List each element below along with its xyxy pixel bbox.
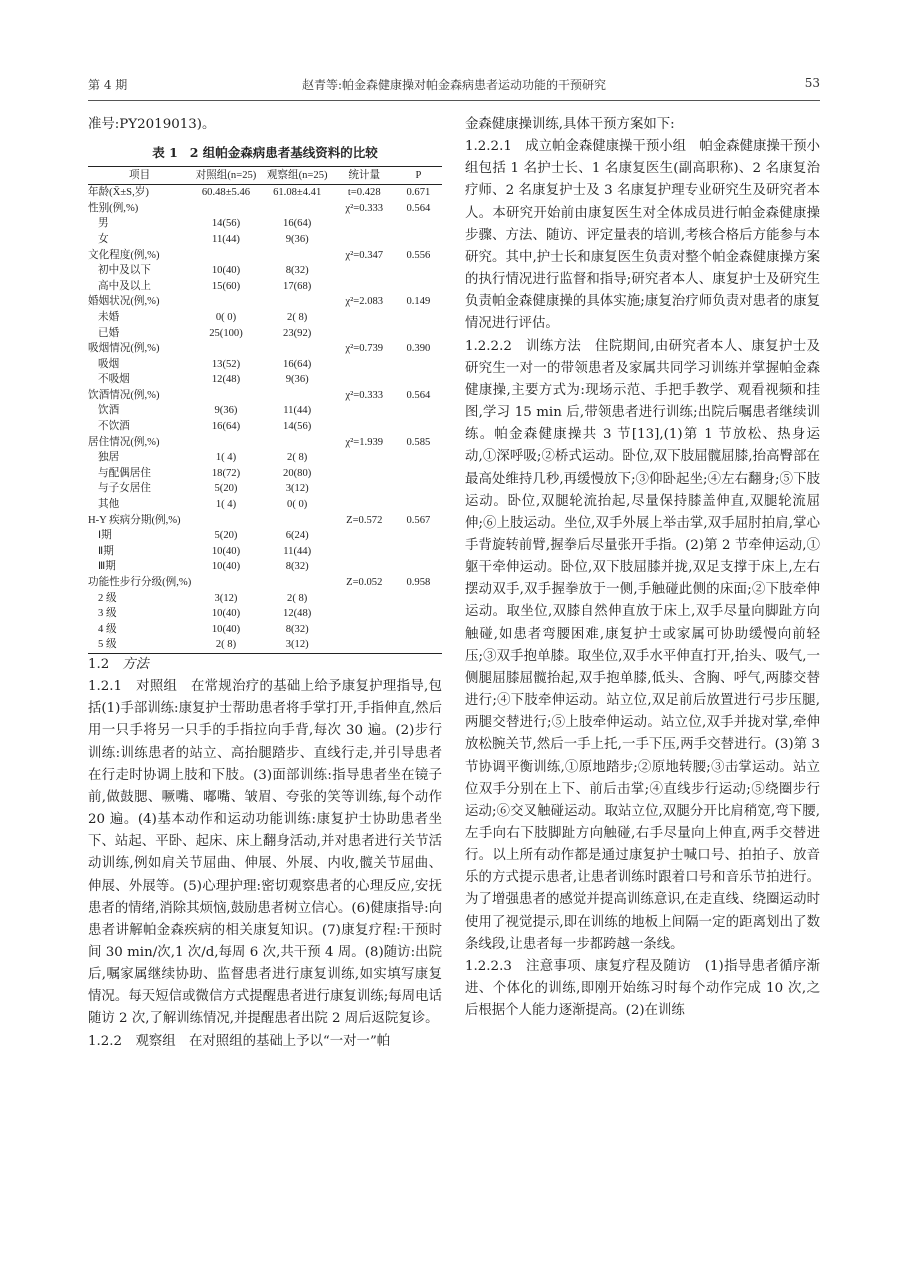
table-cell-item: 性别(例,%) bbox=[88, 202, 139, 214]
table-cell-b: 11(44) bbox=[283, 405, 312, 417]
table-cell-stat: χ²=0.347 bbox=[345, 249, 384, 261]
table-cell-item: 文化程度(例,%) bbox=[88, 249, 160, 261]
table-cell-stat bbox=[334, 372, 395, 388]
running-header bbox=[88, 72, 820, 94]
table-row bbox=[88, 388, 442, 404]
table-cell-stat: χ²=1.939 bbox=[345, 436, 384, 448]
table-cell-b: 23(92) bbox=[283, 327, 312, 339]
table-caption bbox=[88, 144, 442, 162]
table-row bbox=[88, 435, 442, 451]
table-cell-a: 60.48±5.46 bbox=[201, 187, 251, 199]
table-row bbox=[88, 559, 442, 575]
table-header-cell: P bbox=[415, 169, 422, 181]
table-cell-p: 0.567 bbox=[406, 514, 431, 526]
table-row bbox=[88, 185, 442, 201]
table-cell-stat: χ²=2.083 bbox=[345, 296, 384, 308]
table-row bbox=[88, 544, 442, 560]
paragraph-observation-group: 1.2.2 观察组 在对照组的基础上予以“一对一”帕 bbox=[88, 1033, 391, 1049]
table-cell-b: 8(32) bbox=[285, 265, 309, 277]
table-row bbox=[88, 450, 442, 466]
table-cell-b: 14(56) bbox=[283, 421, 312, 433]
table-cell-item: 与子女居住 bbox=[98, 483, 151, 495]
table-cell-a: 10(40) bbox=[211, 561, 241, 573]
table-cell-stat: χ²=0.333 bbox=[345, 202, 384, 214]
paragraph-continuation: 金森健康操训练,具体干预方案如下: bbox=[465, 117, 675, 132]
table-row bbox=[88, 606, 442, 622]
table-cell-p bbox=[395, 310, 442, 326]
table-cell-b: 61.08±4.41 bbox=[273, 187, 322, 199]
table-cell-p bbox=[395, 497, 442, 513]
table-row bbox=[88, 248, 442, 264]
table-cell-p bbox=[395, 216, 442, 232]
table-cell-item: Ⅰ期 bbox=[98, 530, 112, 542]
table-cell-a bbox=[191, 513, 260, 529]
paragraph-precautions: 1.2.2.3 注意事项、康复疗程及随访 (1)指导患者循序渐进、个体化的训练,即刚开始练习时每个动作完成 10 次,之后根据个人能力逐渐提高。(2)在训练 bbox=[465, 958, 820, 1019]
table-cell-b: 9(36) bbox=[285, 233, 309, 245]
table-cell-b: 2( 8) bbox=[287, 592, 308, 604]
table-cell-a: 10(40) bbox=[211, 545, 241, 557]
table-cell-p bbox=[395, 403, 442, 419]
approval-text: 准号:PY2019013)。 bbox=[88, 117, 216, 132]
table-cell-b: 8(32) bbox=[285, 561, 309, 573]
table-cell-stat bbox=[334, 419, 395, 435]
table-row bbox=[88, 372, 442, 388]
table-cell-b: 11(44) bbox=[283, 545, 312, 557]
table-cell-item: 3 级 bbox=[98, 608, 117, 620]
table-cell-item: 男 bbox=[98, 218, 109, 230]
table-row bbox=[88, 216, 442, 232]
table-cell-stat: χ²=0.333 bbox=[345, 389, 384, 401]
table-cell-a bbox=[191, 248, 260, 264]
header-rule bbox=[88, 100, 820, 101]
table-cell-item: 年龄(X̄±S,岁) bbox=[88, 187, 149, 199]
table-cell-item: 高中及以上 bbox=[98, 280, 151, 292]
table-cell-b: 16(64) bbox=[283, 218, 312, 230]
table-cell-p: 0.564 bbox=[406, 202, 431, 214]
table-row bbox=[88, 310, 442, 326]
table-cell-item: 女 bbox=[98, 233, 109, 245]
table-cell-item: 与配偶居住 bbox=[98, 467, 151, 479]
table-cell-stat: Z=0.052 bbox=[346, 577, 383, 588]
table-cell-a: 13(52) bbox=[211, 358, 241, 370]
table-cell-p bbox=[395, 622, 442, 638]
table-cell-b: 2( 8) bbox=[287, 452, 308, 464]
table-cell-a: 10(40) bbox=[211, 623, 241, 635]
paragraph-control-group: 1.2.1 对照组 在常规治疗的基础上给予康复护理指导,包括(1)手部训练:康复护士帮助患者将手掌打开,手指伸直,然后用一只手将另一只手的手指拉向手背,每次 30 遍。(2)步行训练:训练患者的站立、高抬腿踏步、直线行走,并引导患者在行走时协调上肢和下肢。(3)面部训练:指导患者坐在镜子前,做鼓腮、噘嘴、嘟嘴、皱眉、夸张的笑等训练,每个动作 20 遍。(4)基本动作和运动功能训练:康复护士协助患者坐下、站起、平卧、起床、床上翻身活动,并对患者进行关节活动训练,例如肩关节屈曲、伸展、外展、内收,髋关节屈曲、伸展、外展等。(5)心理护理:密切观察患者的心理反应,安抚患者的情绪,消除其烦恼,鼓励患者树立信心。(6)健康指导:向患者讲解帕金森疾病的相关康复知识。(7)康复疗程:干预时间 30 min/次,1 次/d,每周 6 次,共干预 4 周。(8)随访:出院后,嘱家属继续协助、监督患者进行康复训练,如实填写康复情况。每天短信或微信方式提醒患者进行康复训练;每周电话随访 2 次,了解训练情况,并提醒患者出院 2 周后返院复诊。 bbox=[88, 679, 442, 1027]
table-header-cell: 项目 bbox=[129, 169, 151, 181]
baseline-table bbox=[88, 166, 442, 654]
table-cell-a: 1( 4) bbox=[215, 452, 237, 464]
table-cell-item: 吸烟 bbox=[98, 358, 120, 370]
table-cell-a: 5(20) bbox=[214, 483, 238, 495]
table-cell-a bbox=[191, 388, 260, 404]
table-cell-p bbox=[395, 279, 442, 295]
table-row bbox=[88, 279, 442, 295]
table-header-cell: 统计量 bbox=[348, 169, 381, 181]
table-row bbox=[88, 622, 442, 638]
table-cell-item: Ⅲ期 bbox=[98, 561, 116, 573]
table-cell-b bbox=[261, 248, 334, 264]
table-cell-item: 4 级 bbox=[98, 623, 117, 635]
table-cell-a: 2( 8) bbox=[215, 639, 237, 651]
table-cell-a: 11(44) bbox=[212, 233, 240, 245]
table-cell-item: Ⅱ期 bbox=[98, 545, 114, 557]
table-cell-a bbox=[191, 435, 260, 451]
table-cell-p bbox=[395, 419, 442, 435]
table-cell-stat bbox=[334, 357, 395, 373]
table-cell-p: 0.585 bbox=[406, 436, 431, 448]
table-cell-p bbox=[395, 326, 442, 342]
table-cell-a: 0( 0) bbox=[215, 311, 237, 323]
table-cell-item: 吸烟情况(例,%) bbox=[88, 343, 160, 355]
section-heading bbox=[88, 654, 442, 676]
table-row bbox=[88, 201, 442, 217]
paragraph-training-method: 1.2.2.2 训练方法 住院期间,由研究者本人、康复护士及研究生一对一的带领患者及家属共同学习训练并掌握帕金森健康操,主要方式为:现场示范、手把手教学、观看视频和挂图,学习 15 min 后,带领患者进行训练;出院后嘱患者继续训练。帕金森健康操共 3 节[13],(1)第 1 节放松、热身运动,①深呼吸;②桥式运动。卧位,双下肢屈髋屈膝,抬高臀部在最高处维持几秒,再缓慢放下;③仰卧起坐;④左右翻身;⑤下肢运动。卧位,双腿轮流抬起,尽量保持膝盖伸直,双腿轮流屈伸;⑥上肢运动。坐位,双手外展上举击掌,双手屈肘拍肩,掌心手背旋转前臂,握拳后尽量张开手指。(2)第 2 节牵伸运动,①躯干牵伸运动。卧位,双下肢屈膝并拢,双足支撑于床上,左右摆动双手,双手握拳放于一侧,手触碰此侧的床面;②下肢牵伸运动。取坐位,双膝自然伸直放于床上,双手尽量向脚趾方向触碰,如患者弯腰困难,康复护士或家属可协助缓慢向前轻压;③双手抱单膝。取坐位,双手水平伸直打开,抬头、吸气,一侧腿屈膝屈髋抬起,双手抱单膝,低头、含胸、呼气,两膝交替进行;④下肢牵伸运动。站立位,双足前后放置进行弓步压腿,两腿交替进行;⑤上肢牵伸运动。站立位,双手并拢对掌,牵伸放松腕关节,然后一手上托,一手下压,两手交替进行。(3)第 3 节协调平衡训练,①原地踏步;②原地转腰;③击掌运动。站立位双手分别在上下、前后击掌;④直线步行运动;⑤绕圈步行运动;⑥交叉触碰运动。取站立位,双腿分开比肩稍宽,弯下腰,左手向右下肢脚趾方向触碰,右手尽量向上伸直,两手交替进行。以上所有动作都是通过康复护士喊口号、拍拍子、放音乐的方式提示患者,让患者训练时跟着口号和音乐节拍进行。为了增强患者的感觉并提高训练意识,在走直线、绕圈运动时使用了视觉提示,即在训练的地板上间隔一定的距离划出了数条线段,让患者每一步都跨越一条线。 bbox=[465, 338, 820, 952]
table-cell-a bbox=[191, 341, 260, 357]
table-cell-item: 2 级 bbox=[98, 592, 117, 604]
table-cell-stat bbox=[334, 403, 395, 419]
table-cell-a: 10(40) bbox=[211, 608, 241, 620]
table-cell-p bbox=[395, 637, 442, 653]
page-number: 53 bbox=[804, 76, 820, 90]
table-cell-item: 独居 bbox=[98, 452, 120, 464]
table-cell-p: 0.671 bbox=[406, 187, 431, 199]
table-cell-p bbox=[395, 559, 442, 575]
table-cell-a: 1( 4) bbox=[215, 499, 237, 511]
table-cell-stat bbox=[334, 559, 395, 575]
table-cell-p bbox=[395, 466, 442, 482]
table-cell-item: 不吸烟 bbox=[98, 374, 130, 386]
table-row bbox=[88, 263, 442, 279]
table-cell-p bbox=[395, 481, 442, 497]
table-cell-stat bbox=[334, 481, 395, 497]
table-row bbox=[88, 419, 442, 435]
table-cell-item: 婚姻状况(例,%) bbox=[88, 296, 160, 308]
table-cell-stat bbox=[334, 310, 395, 326]
table-cell-b: 20(80) bbox=[283, 467, 312, 479]
table-cell-a bbox=[191, 575, 260, 591]
table-cell-p bbox=[395, 450, 442, 466]
table-row bbox=[88, 341, 442, 357]
table-cell-b bbox=[261, 513, 334, 529]
table-cell-a: 15(60) bbox=[211, 280, 241, 292]
table-cell-p bbox=[395, 357, 442, 373]
table-cell-a bbox=[191, 294, 260, 310]
table-cell-b bbox=[261, 341, 334, 357]
table-cell-b bbox=[261, 294, 334, 310]
table-cell-item: 功能性步行分级(例,%) bbox=[88, 577, 192, 588]
table-cell-a: 12(48) bbox=[211, 374, 241, 386]
table-row bbox=[88, 232, 442, 248]
table-cell-a: 25(100) bbox=[209, 327, 243, 339]
table-cell-item: 已婚 bbox=[98, 327, 120, 339]
table-cell-p: 0.564 bbox=[406, 389, 431, 401]
section-number: 1.2 bbox=[88, 656, 110, 672]
table-cell-p bbox=[395, 591, 442, 607]
running-title: 赵青等:帕金森健康操对帕金森病患者运动功能的干预研究 bbox=[301, 78, 607, 92]
table-cell-stat: Z=0.572 bbox=[346, 514, 383, 526]
table-cell-stat bbox=[334, 622, 395, 638]
table-cell-b bbox=[261, 435, 334, 451]
table-cell-b: 0( 0) bbox=[287, 499, 308, 511]
table-row bbox=[88, 294, 442, 310]
table-cell-a: 9(36) bbox=[214, 405, 238, 417]
table-cell-stat bbox=[334, 326, 395, 342]
table-cell-b bbox=[261, 201, 334, 217]
table-cell-p bbox=[395, 606, 442, 622]
table-row bbox=[88, 497, 442, 513]
table-cell-stat: t=0.428 bbox=[347, 187, 381, 199]
table-cell-b: 2( 8) bbox=[287, 311, 308, 323]
table-cell-p bbox=[395, 544, 442, 560]
table-cell-stat bbox=[334, 232, 395, 248]
table-cell-stat bbox=[334, 637, 395, 653]
table-row bbox=[88, 357, 442, 373]
table-cell-stat bbox=[334, 606, 395, 622]
table-cell-a: 14(56) bbox=[211, 218, 241, 230]
table-cell-item: 不饮酒 bbox=[98, 421, 130, 433]
left-column bbox=[88, 114, 442, 1053]
table-row bbox=[88, 481, 442, 497]
table-cell-item: 未婚 bbox=[98, 311, 120, 323]
table-cell-a: 5(20) bbox=[214, 530, 238, 542]
table-cell-item: H-Y 疾病分期(例,%) bbox=[88, 514, 181, 526]
table-cell-stat bbox=[334, 528, 395, 544]
table-cell-b: 3(12) bbox=[285, 639, 309, 651]
table-cell-a: 18(72) bbox=[211, 467, 241, 479]
table-cell-p bbox=[395, 372, 442, 388]
table-cell-b: 6(24) bbox=[285, 530, 309, 542]
table-cell-p: 0.390 bbox=[406, 343, 431, 355]
table-cell-b: 17(68) bbox=[283, 280, 312, 292]
table-cell-stat bbox=[334, 263, 395, 279]
table-cell-p: 0.958 bbox=[406, 577, 431, 588]
table-row bbox=[88, 528, 442, 544]
table-row bbox=[88, 591, 442, 607]
table-row bbox=[88, 575, 442, 591]
table-cell-p: 0.149 bbox=[406, 296, 431, 308]
table-cell-stat bbox=[334, 279, 395, 295]
table-cell-b: 12(48) bbox=[283, 608, 312, 620]
table-cell-item: 初中及以下 bbox=[98, 265, 151, 277]
table-cell-p bbox=[395, 528, 442, 544]
table-cell-stat bbox=[334, 466, 395, 482]
table-cell-a: 16(64) bbox=[211, 421, 241, 433]
table-row bbox=[88, 466, 442, 482]
table-row bbox=[88, 513, 442, 529]
table-cell-b bbox=[261, 575, 334, 591]
table-cell-item: 5 级 bbox=[98, 639, 117, 651]
table-cell-b: 9(36) bbox=[285, 374, 309, 386]
issue-label: 第 4 期 bbox=[88, 78, 128, 92]
table-row bbox=[88, 326, 442, 342]
table-cell-b: 16(64) bbox=[283, 358, 312, 370]
table-row bbox=[88, 637, 442, 653]
table-cell-a bbox=[191, 201, 260, 217]
table-cell-p bbox=[395, 232, 442, 248]
table-cell-p: 0.556 bbox=[406, 249, 431, 261]
table-caption-number: 表 1 bbox=[152, 145, 178, 161]
table-header-cell: 观察组(n=25) bbox=[266, 169, 328, 181]
table-cell-stat bbox=[334, 497, 395, 513]
table-header-cell: 对照组(n=25) bbox=[195, 169, 257, 181]
table-cell-stat bbox=[334, 216, 395, 232]
table-cell-b: 3(12) bbox=[285, 483, 309, 495]
table-header-row bbox=[88, 167, 442, 185]
table-cell-stat bbox=[334, 450, 395, 466]
table-caption-text: 2 组帕金森病患者基线资料的比较 bbox=[189, 145, 378, 161]
table-cell-p bbox=[395, 263, 442, 279]
table-cell-item: 其他 bbox=[98, 499, 120, 511]
table-cell-b: 8(32) bbox=[285, 623, 309, 635]
table-cell-a: 10(40) bbox=[211, 265, 241, 277]
table-cell-item: 饮酒情况(例,%) bbox=[88, 389, 160, 401]
right-column bbox=[465, 114, 820, 1022]
paragraph-team: 1.2.2.1 成立帕金森健康操干预小组 帕金森健康操干预小组包括 1 名护士长、1 名康复医生(副高职称)、2 名康复治疗师、2 名康复护士及 3 名康复护理专业研究生及研究者本人。本研究开始前由康复医生对全体成员进行帕金森健康操步骤、方法、随访、评定量表的培训,考核合格后方能参与本研究。其中,护士长和康复医生负责对整个帕金森健康操方案的执行情况进行监督和指导;研究者本人、康复护士及研究生负责帕金森健康操的具体实施;康复治疗师负责对患者的康复情况进行评估。 bbox=[465, 139, 820, 332]
table-cell-b bbox=[261, 388, 334, 404]
section-title: 方法 bbox=[122, 656, 149, 672]
table-row bbox=[88, 403, 442, 419]
table-cell-a: 3(12) bbox=[214, 592, 238, 604]
table-cell-stat: χ²=0.739 bbox=[345, 343, 384, 355]
table-cell-item: 饮酒 bbox=[98, 405, 120, 417]
table-cell-stat bbox=[334, 544, 395, 560]
table-cell-item: 居住情况(例,%) bbox=[88, 436, 160, 448]
table-cell-stat bbox=[334, 591, 395, 607]
